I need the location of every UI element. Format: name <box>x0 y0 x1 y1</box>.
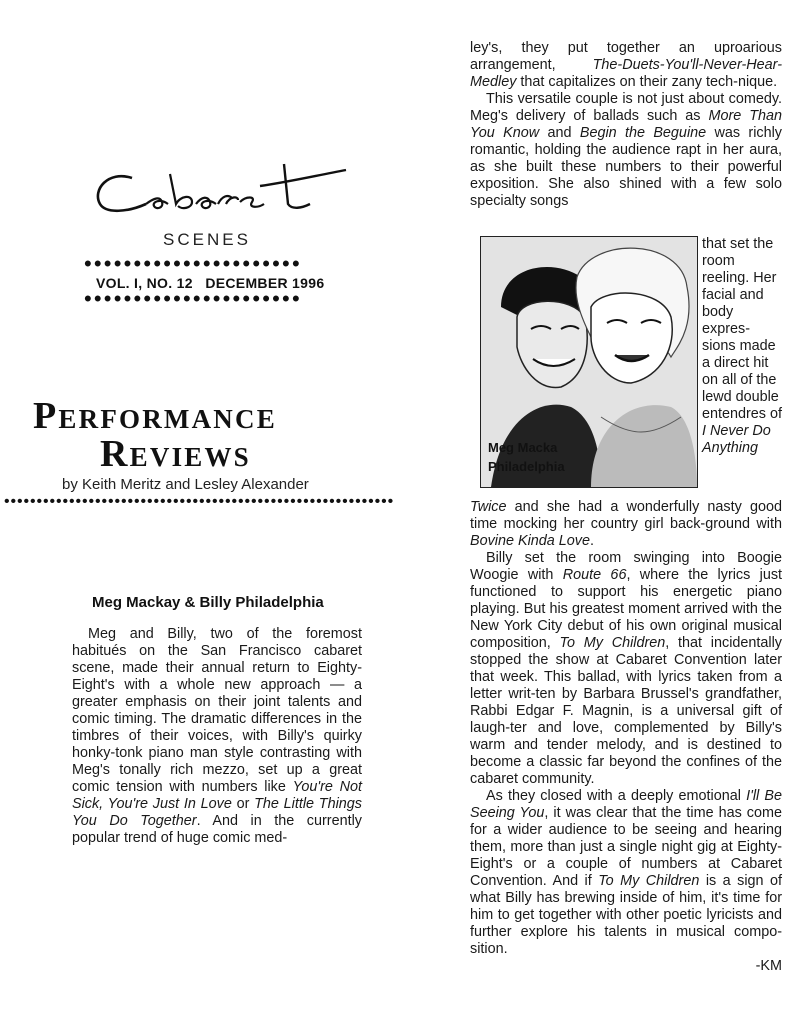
song-title: Twice <box>470 499 507 515</box>
caption-line: Meg Macka <box>488 440 558 455</box>
side-column-text <box>702 236 782 457</box>
text: Meg and Billy, two of the foremost habitués on the San Francisco cabaret scene, made their annual return to Eighty-Eight's with a whole new approach — a greater emphasis on their joint talents and comic timing. The dramatic differences in the timbres of their voices, with Billy's quirky honky-tonk piano man style contrasting with Meg's tonally rich mezzo, set up a great comic tension with numbers like <box>72 626 362 795</box>
text: that capitalizes on their zany tech-nique. <box>516 74 778 90</box>
song-title: The-Duets-You'll-Never-Hear-Medley <box>470 57 782 90</box>
song-title: I'll Be Seeing You <box>470 788 782 821</box>
text: or <box>231 796 255 812</box>
song-title: Route 66 <box>562 567 627 583</box>
title-rest-1: ERFORMANCE <box>58 404 277 434</box>
right-paragraph-1 <box>470 40 782 91</box>
right-column-top <box>470 40 782 210</box>
text: . And in the currently popular trend of huge comic med- <box>72 813 362 846</box>
caption-line: Philadelphia <box>488 459 565 474</box>
right-column-bottom <box>470 499 782 975</box>
song-title: You're Not Sick, You're Just In Love <box>72 779 362 812</box>
title-rest-2: EVIEWS <box>129 442 251 472</box>
title-cap-r: R <box>100 433 130 475</box>
song-title: Begin the Beguine <box>579 125 707 141</box>
text: ley's, they put together an uproarious arrangement, <box>470 40 782 73</box>
right-paragraph-5 <box>470 788 782 958</box>
text: , it was clear that the time has come for a wider audience to be seeing and hearing them, more than just a single night gig at Eighty-Eight's or a couple of numbers at Cabaret Convention. And if <box>470 805 782 889</box>
text: Billy set the room swinging into Boogie Woogie with <box>470 550 782 583</box>
text: As they closed with a deeply emotional <box>486 788 747 804</box>
left-column <box>72 626 362 847</box>
text: and she had a wonderfully nasty good time mocking her country girl back-ground with <box>470 499 782 532</box>
photo-caption <box>488 438 565 476</box>
section-title-line2 <box>100 432 251 476</box>
song-title: The Little Things You Do Together <box>72 796 362 829</box>
left-paragraph <box>72 626 362 847</box>
right-paragraph-2 <box>470 91 782 210</box>
section-dot-rule: •••••••••••••••••••••••••••••••••••••••••••••••••••••••••••• <box>4 493 395 510</box>
masthead-dots-bottom: •••••••••••••••••••••• <box>84 286 302 311</box>
right-paragraph-3 <box>470 499 782 550</box>
text: . <box>590 533 595 549</box>
title-cap-p: P <box>33 395 59 437</box>
masthead-dots-top: •••••••••••••••••••••• <box>84 251 302 276</box>
byline: by Keith Meritz and Lesley Alexander <box>62 476 309 493</box>
text: This versatile couple is not just about comedy. Meg's delivery of ballads such as <box>470 91 782 124</box>
scenes-label: SCENES <box>163 230 251 249</box>
song-title: I Never Do Anything <box>702 423 771 456</box>
text: was richly romantic, holding the audience rapt in her aura, as she built these numbers to their powerful exposition. She also shined with a few solo specialty songs <box>470 125 783 209</box>
article-heading: Meg Mackay & Billy Philadelphia <box>92 594 324 611</box>
text: , that incidentally stopped the show at Cabaret Convention later that week. This ballad, with lyrics taken from a letter writ-ten by Barbara Brussel's grandfather, Rabbi Edgar F. Magnin, is a universal gift of laugh-ter and love, complemented by Billy's warm and tender melody, and is destined to become a classic far beyond the confines of the cabaret community. <box>470 635 782 787</box>
text: and <box>539 125 580 141</box>
text: , where the lyrics just functioned to support his energetic piano playing. But his greatest moment arrived with the New York City debut of his own original musical composition, <box>470 567 783 651</box>
song-title: To My Children <box>598 873 700 889</box>
text: is a sign of what Billy has brewing inside of him, it's time for him to get together with other poetic lyricists and further explore his talents in musical compo-sition. <box>470 873 782 957</box>
author-signature: -KM <box>755 958 782 974</box>
song-title: To My Children <box>559 635 666 651</box>
song-title: More Than You Know <box>470 108 782 141</box>
text: that set the room reeling. Her facial and body expres-sions made a direct hit on all of the lewd double entendres of <box>702 236 783 422</box>
right-paragraph-4 <box>470 550 782 788</box>
volume-line: VOL. I, NO. 12 DECEMBER 1996 <box>96 275 325 291</box>
song-title: Bovine Kinda Love <box>470 533 591 549</box>
